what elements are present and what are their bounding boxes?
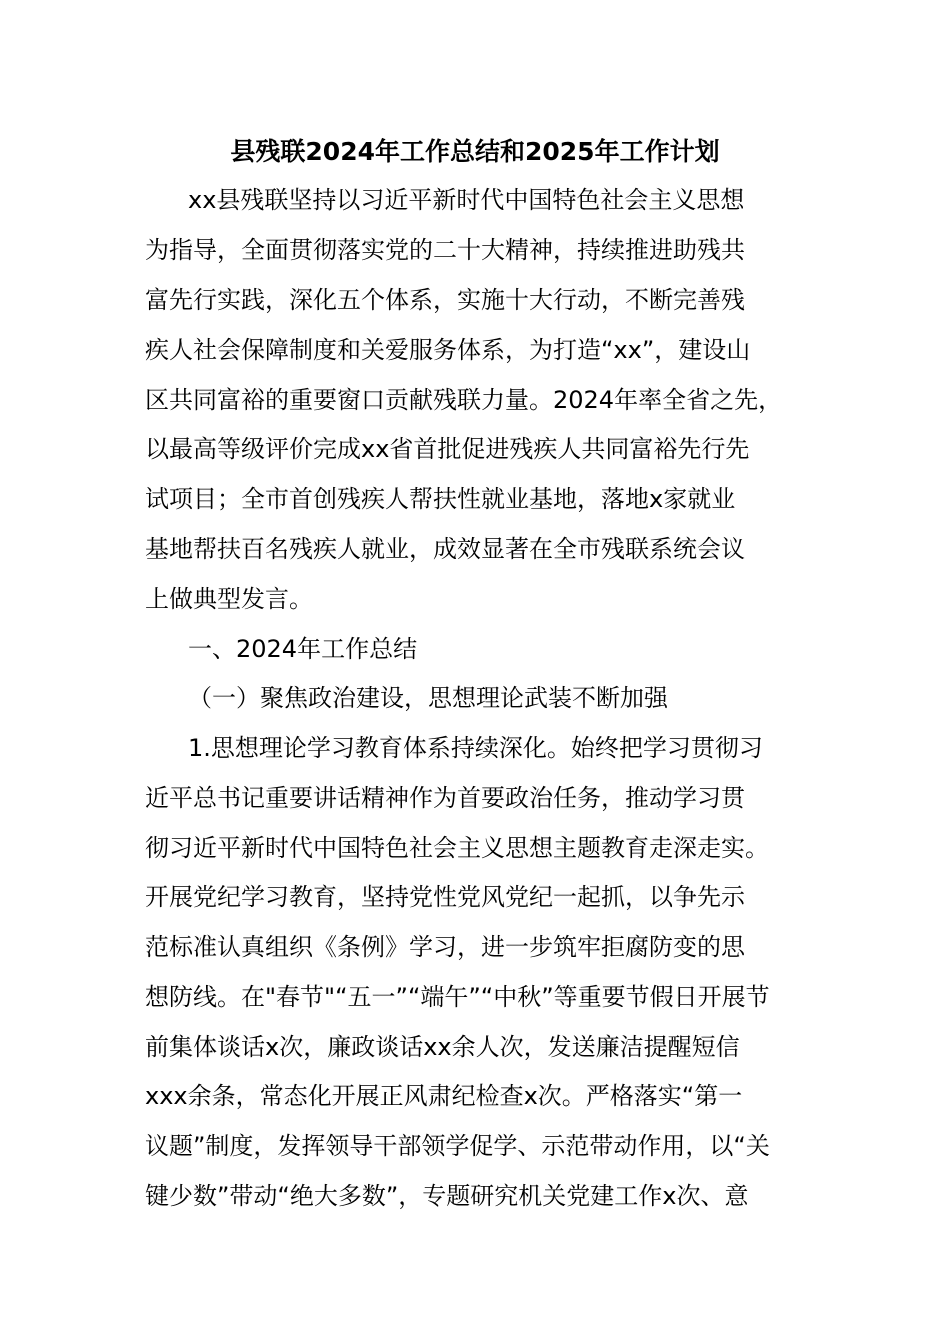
paragraph-line: 前集体谈话x次，廉政谈话xx余人次，发送廉洁提醒短信 bbox=[145, 1033, 740, 1061]
paragraph-line: 基地帮扶百名残疾人就业，成效显著在全市残联系统会议 bbox=[145, 535, 745, 563]
paragraph-line: 上做典型发言。 bbox=[145, 585, 313, 613]
document-title: 县残联2024年工作总结和2025年工作计划 bbox=[230, 137, 720, 166]
paragraph-line: 彻习近平新时代中国特色社会主义思想主题教育走深走实。 bbox=[145, 834, 769, 862]
paragraph-line: 开展党纪学习教育，坚持党性党风党纪一起抓，以争先示 bbox=[145, 883, 745, 911]
paragraph-line: xxx余条，常态化开展正风肃纪检查x次。严格落实“第一 bbox=[145, 1082, 743, 1110]
paragraph-line: 1.思想理论学习教育体系持续深化。始终把学习贯彻习 bbox=[188, 734, 763, 762]
paragraph-line: xx县残联坚持以习近平新时代中国特色社会主义思想 bbox=[188, 186, 745, 214]
paragraph-line: 议题”制度，发挥领导干部领学促学、示范带动作用，以“关 bbox=[145, 1132, 770, 1160]
paragraph-line: 试项目；全市首创残疾人帮扶性就业基地，落地x家就业 bbox=[145, 485, 736, 513]
paragraph-line: 想防线。在"春节"“五一”“端午”“中秋”等重要节假日开展节 bbox=[145, 983, 770, 1011]
section-heading: 一、2024年工作总结 bbox=[188, 635, 418, 663]
paragraph-line: 键少数”带动“绝大多数”，专题研究机关党建工作x次、意 bbox=[145, 1182, 749, 1210]
paragraph-line: 富先行实践，深化五个体系，实施十大行动，不断完善残 bbox=[145, 286, 745, 314]
subsection-heading: （一）聚焦政治建设，思想理论武装不断加强 bbox=[188, 684, 668, 712]
paragraph-line: 范标准认真组织《条例》学习，进一步筑牢拒腐防变的思 bbox=[145, 933, 745, 961]
paragraph-line: 以最高等级评价完成xx省首批促进残疾人共同富裕先行先 bbox=[145, 435, 750, 463]
paragraph-line: 为指导，全面贯彻落实党的二十大精神，持续推进助残共 bbox=[145, 236, 745, 264]
paragraph-line: 疾人社会保障制度和关爱服务体系，为打造“xx”，建设山 bbox=[145, 336, 751, 364]
paragraph-line: 区共同富裕的重要窗口贡献残联力量。2024年率全省之先， bbox=[145, 386, 783, 414]
paragraph-line: 近平总书记重要讲话精神作为首要政治任务，推动学习贯 bbox=[145, 784, 745, 812]
